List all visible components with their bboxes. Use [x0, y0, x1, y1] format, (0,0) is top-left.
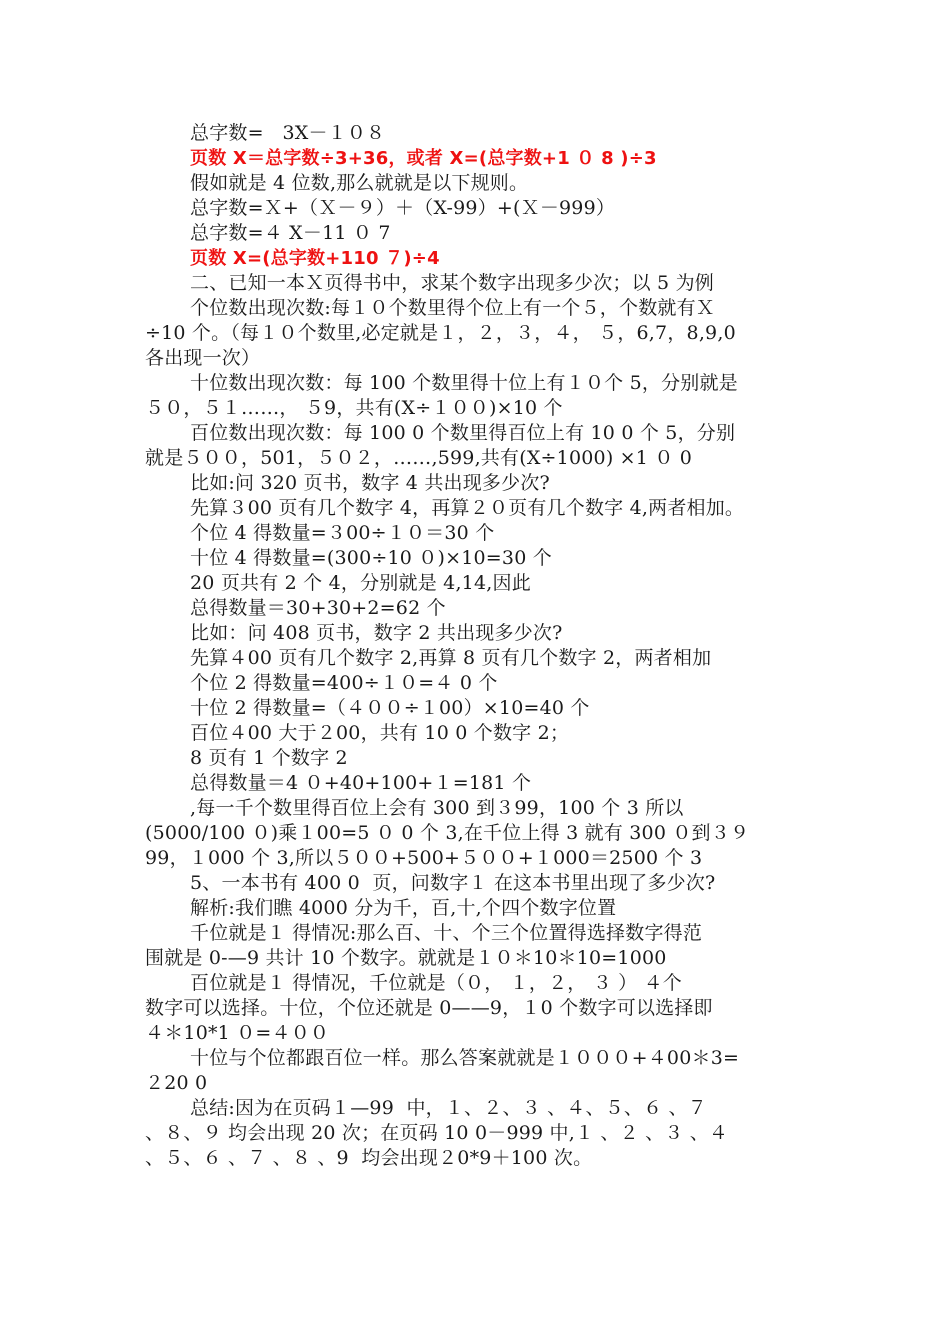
text-line: ,每一千个数里得百位上会有 300 到３99，100 个 3 所以 — [190, 797, 684, 819]
text-line: 总得数量＝30+30+2=62 个 — [190, 597, 446, 619]
text-line: 比如:问 320 页书，数字 4 共出现多少次? — [190, 472, 550, 494]
text-line: (5000/100 ０)乘１00=5 ０ 0 个 3,在千位上得 3 就有 300 ０到３９ — [145, 822, 750, 844]
text-line: 个位 4 得数量=３00÷１０＝30 个 — [190, 522, 495, 544]
text-line: ５０，５１……， ５9，共有(X÷１００)×10 个 — [145, 397, 563, 419]
text-line: 十位 4 得数量=(300÷10 ０)×10=30 个 — [190, 547, 552, 569]
text-line: 比如：问 408 页书，数字 2 共出现多少次? — [190, 622, 563, 644]
text-line: 解析:我们瞧 4000 分为千，百,十,个四个数字位置 — [190, 897, 617, 919]
text-line: 总结:因为在页码１—99 中，１、２、３ 、４、５、６ 、７ — [190, 1097, 707, 1119]
text-line: 百位４00 大于２00，共有 10 0 个数字 2； — [190, 722, 570, 744]
text-line: 十位数出现次数：每 100 个数里得十位上有１０个 5，分别就是 — [190, 372, 738, 394]
text-line: ４＊10*1 ０=４００ — [145, 1022, 330, 1044]
text-line: 百位数出现次数：每 100 0 个数里得百位上有 10 0 个 5，分别 — [190, 422, 736, 444]
formula-highlight-line: 页数 X＝总字数÷3+36，或者 X=(总字数+1 ０ 8 )÷3 — [190, 148, 657, 169]
document-body — [145, 121, 810, 1171]
text-line: 总字数=４ X－11 ０ 7 — [190, 222, 391, 244]
text-line: 千位就是１ 得情况:那么百、十、个三个位置得选择数字得范 — [190, 922, 703, 944]
text-line: 假如就是 4 位数,那么就就是以下规则。 — [190, 172, 529, 194]
text-line: 十位与个位都跟百位一样。那么答案就就是１０００+４00＊3= — [190, 1047, 740, 1069]
text-line: 总字数= 3X－１０８ — [190, 122, 386, 144]
formula-highlight-line: 页数 X=(总字数+110 ７)÷4 — [190, 248, 440, 269]
text-line: 先算４00 页有几个数字 2,再算 8 页有几个数字 2，两者相加 — [190, 647, 712, 669]
text-line: 各出现一次） — [145, 347, 261, 369]
text-line: 二、已知一本Ｘ页得书中，求某个数字出现多少次；以 5 为例 — [190, 272, 714, 294]
text-line: 围就是 0-—9 共计 10 个数字。就就是１０＊10＊10=1000 — [145, 947, 667, 969]
text-line: 个位 2 得数量=400÷１０=４ 0 个 — [190, 672, 498, 694]
text-line: 先算３00 页有几个数字 4，再算２０页有几个数字 4,两者相加。 — [190, 497, 745, 519]
text-line: 99，１000 个 3,所以５００+500+５００+１000＝2500 个 3 — [145, 847, 703, 869]
text-line: 总字数=Ｘ+（Ｘ－９）＋（X-99）+(Ｘ－999） — [190, 197, 616, 219]
text-line: 20 页共有 2 个 4，分别就是 4,14,因此 — [190, 572, 531, 594]
text-line: ÷10 个。（每１０个数里,必定就是１，２，３，４， ５，6,7，8,9,0 — [145, 322, 736, 344]
text-line: 数字可以选择。十位，个位还就是 0——9，１0 个数字可以选择即 — [145, 997, 713, 1019]
text-line: ２20 0 — [145, 1072, 208, 1094]
text-line: 、５、６ 、７ 、８ 、9 均会出现２0*9＋100 次。 — [145, 1147, 593, 1169]
text-line: 总得数量＝4 ０+40+100+１=181 个 — [190, 772, 532, 794]
text-line: 百位就是１ 得情况，千位就是（０， １，２， ３ ） ４个 — [190, 972, 682, 994]
text-line: 、８、９ 均会出现 20 次；在页码 10 0－999 中,１ 、２ 、３ 、４ — [145, 1122, 729, 1144]
text-line: 8 页有 1 个数字 2 — [190, 747, 348, 769]
text-line: 就是５００，501，５０２，……,599,共有(X÷1000) ×1 ０ 0 — [145, 447, 693, 469]
text-line: 个位数出现次数:每１０个数里得个位上有一个５，个数就有Ｘ — [190, 297, 716, 319]
text-line: 十位 2 得数量=（４００÷１00）×10=40 个 — [190, 697, 590, 719]
text-line: 5、一本书有 400 0 页，问数字１ 在这本书里出现了多少次? — [190, 872, 716, 894]
